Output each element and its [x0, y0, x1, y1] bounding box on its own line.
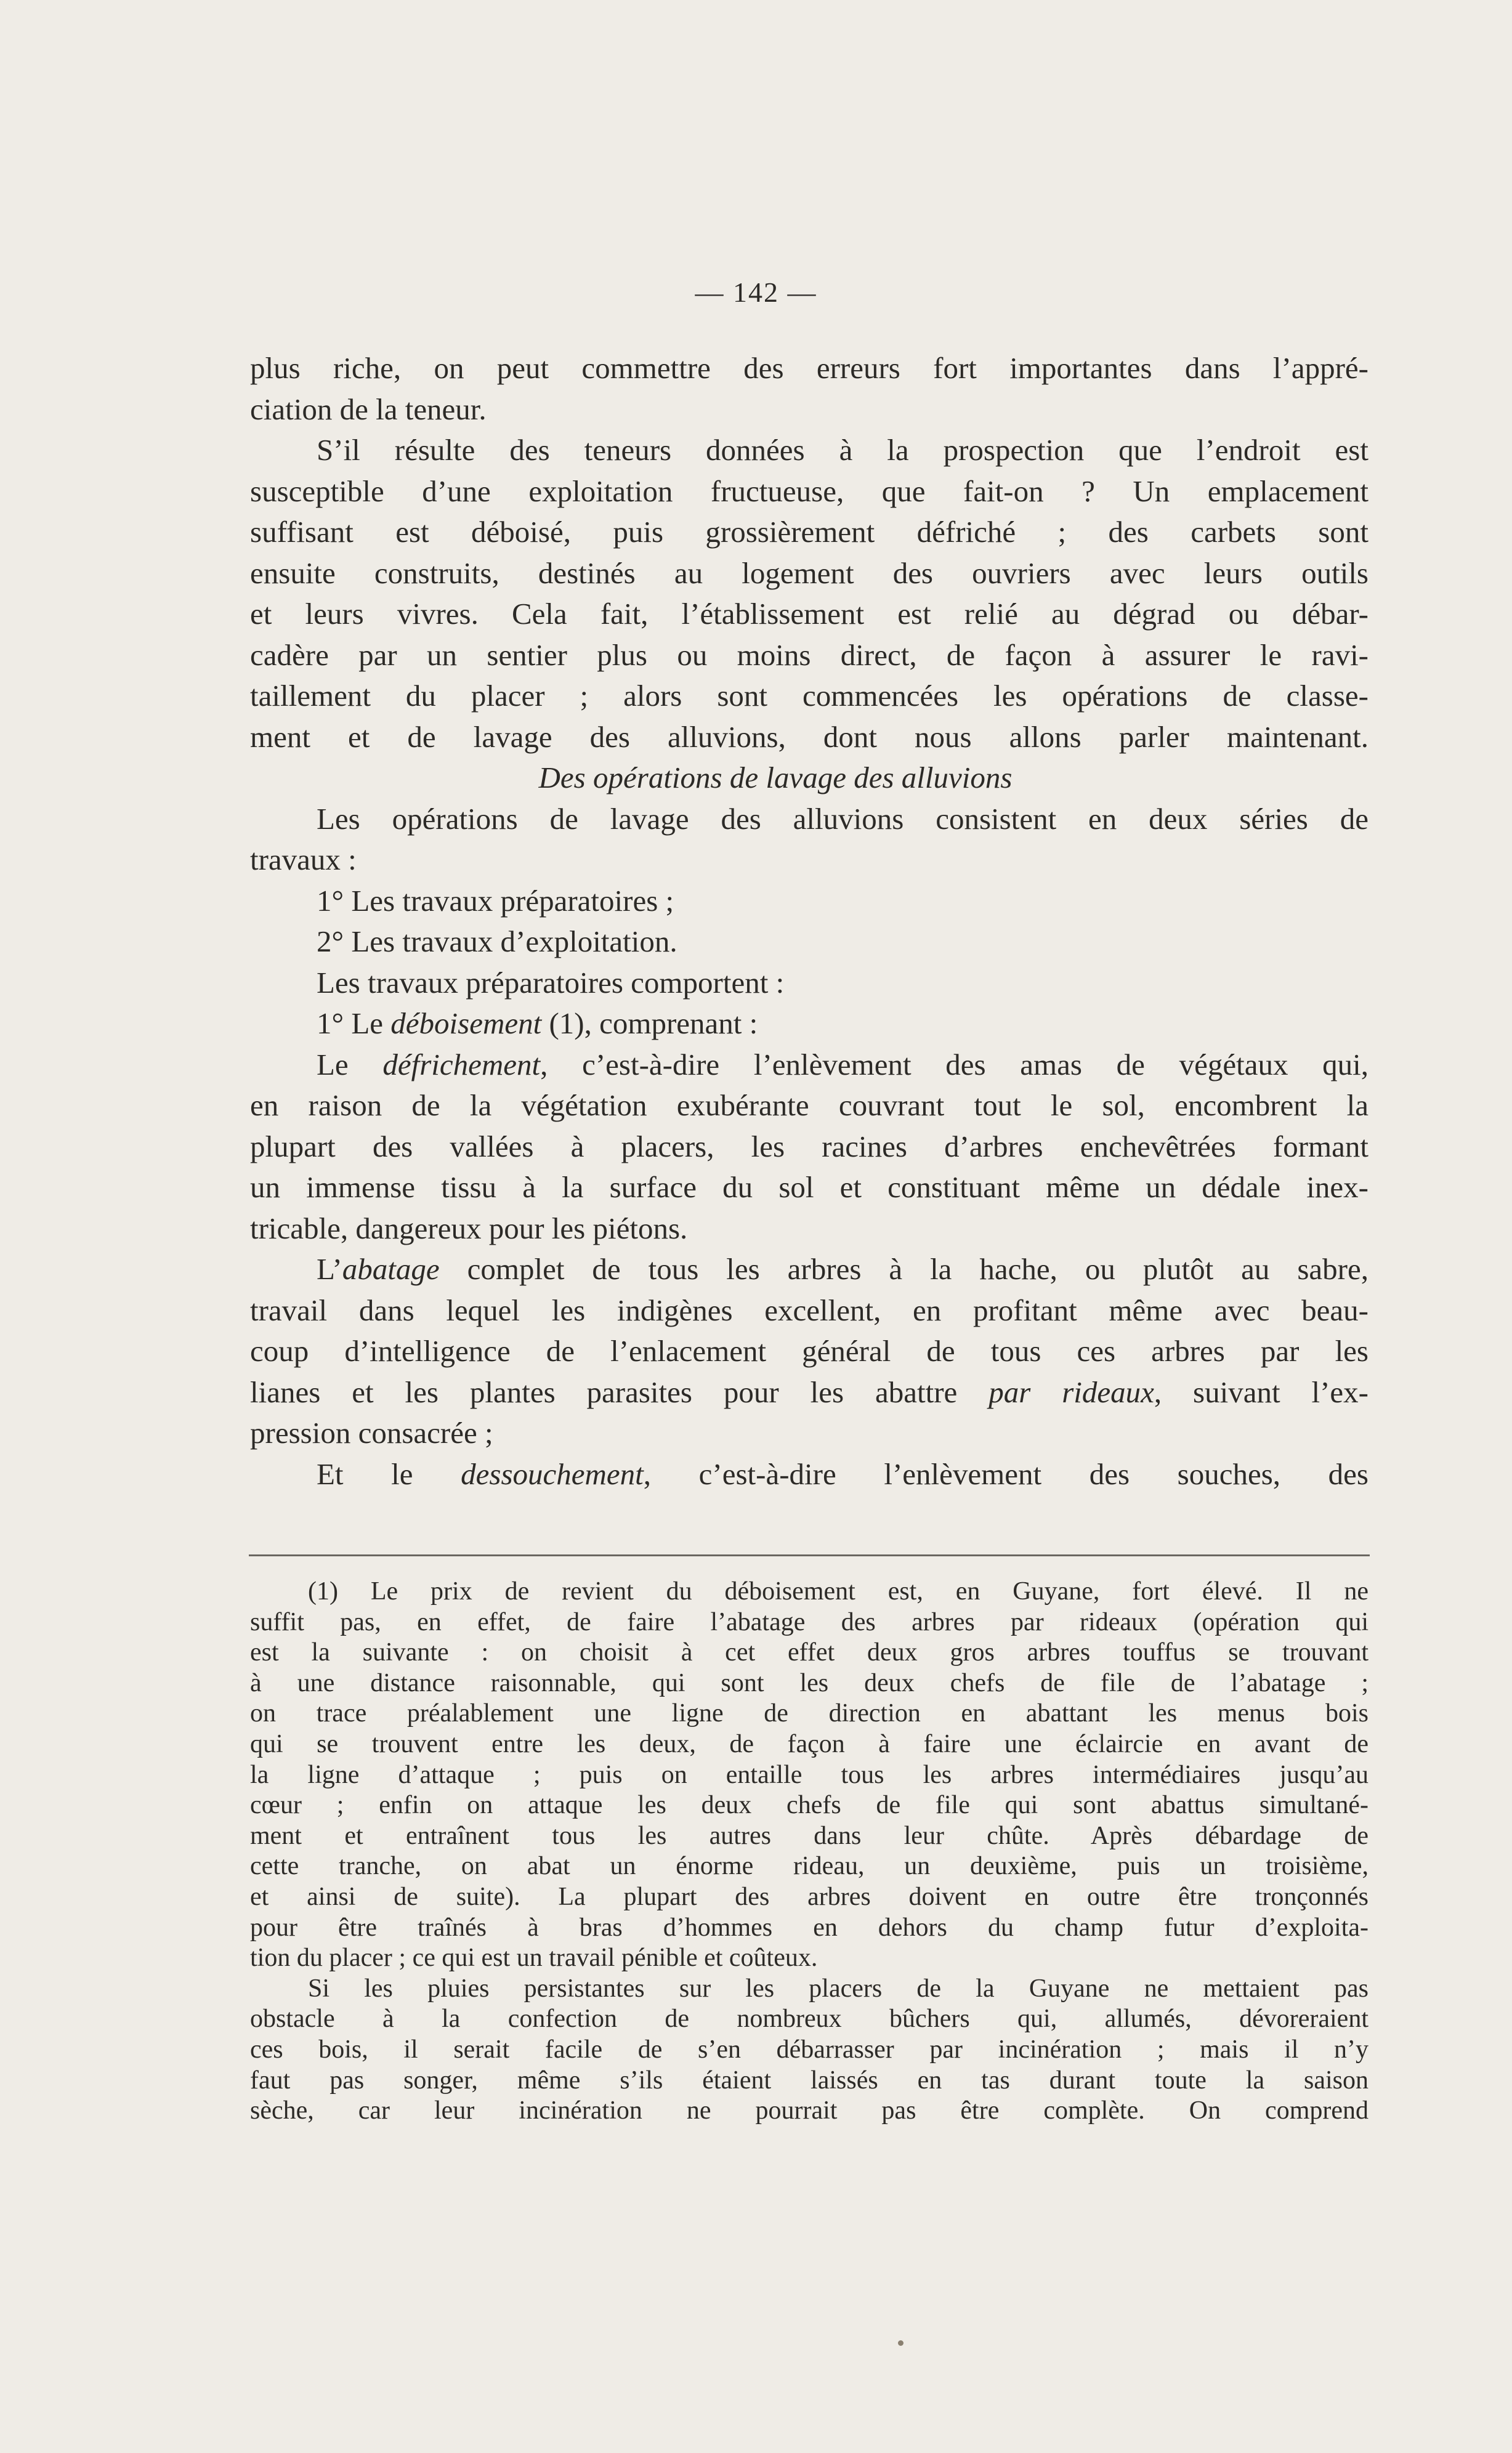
footnote-line: faut pas songer, même s’ils étaient laissés en tas durant toute la saison	[250, 2066, 1368, 2095]
text-run: , c’est-à-dire l’enlèvement des amas de végétaux qui,	[540, 1047, 1369, 1081]
footnote-text	[250, 1577, 1368, 2127]
italic-term: par rideaux	[988, 1375, 1154, 1409]
body-line: susceptible d’une exploitation fructueuse, que fait-on ? Un emplacement	[250, 474, 1368, 508]
footnote-line: suffit pas, en effet, de faire l’abatage des arbres par rideaux (opération qui	[250, 1607, 1368, 1636]
text-run: Le	[317, 1047, 383, 1081]
body-line: taillement du placer ; alors sont commencées les opérations de classe-	[250, 679, 1368, 713]
footnote-line: on trace préalablement une ligne de direction en abattant les menus bois	[250, 1699, 1368, 1728]
body-line: ment et de lavage des alluvions, dont nous allons parler maintenant.	[250, 719, 1368, 754]
italic-term: abatage	[342, 1252, 440, 1286]
body-line	[250, 1372, 1368, 1413]
footnote-line: tion du placer ; ce qui est un travail pénible et coûteux.	[250, 1944, 818, 1973]
footnote-line: pour être traînés à bras d’hommes en dehors du champ futur d’exploita-	[250, 1913, 1368, 1942]
page-number: — 142 —	[695, 277, 817, 308]
footnote-line: cette tranche, on abat un énorme rideau, un deuxième, puis un troisième,	[250, 1852, 1368, 1881]
footnote-line: est la suivante : on choisit à cet effet deux gros arbres touffus se trouvant	[250, 1638, 1368, 1667]
text-run: , suivant l’ex-	[1154, 1375, 1369, 1409]
body-line: travail dans lequel les indigènes excellent, en profitant même avec beau-	[250, 1293, 1368, 1327]
body-line: suffisant est déboisé, puis grossièrement défriché ; des carbets sont	[250, 515, 1368, 549]
text-run: complet de tous les arbres à la hache, ou plutôt au sabre,	[439, 1252, 1368, 1286]
italic-term: défrichement	[382, 1047, 541, 1081]
body-line	[250, 1003, 1368, 1045]
italic-term: dessouchement	[461, 1457, 644, 1491]
italic-term: déboisement	[390, 1006, 542, 1040]
body-line	[250, 1249, 1368, 1290]
footnote-line: sèche, car leur incinération ne pourrait pas être complète. On comprend	[250, 2096, 1368, 2125]
body-line: travaux :	[250, 843, 357, 876]
section-heading: Des opérations de lavage des alluvions	[538, 761, 1013, 794]
footnote-line: cœur ; enfin on attaque les deux chefs de file qui sont abattus simultané-	[250, 1791, 1368, 1820]
footnote-line: qui se trouvent entre les deux, de façon à faire une éclaircie en avant de	[250, 1729, 1368, 1758]
footnote-line: ces bois, il serait facile de s’en débarrasser par incinération ; mais il n’y	[250, 2035, 1368, 2064]
text-run: , c’est-à-dire l’enlèvement des souches, des	[643, 1457, 1368, 1491]
body-line: cadère par un sentier plus ou moins direct, de façon à assurer le ravi-	[250, 637, 1368, 672]
body-line: coup d’intelligence de l’enlacement général de tous ces arbres par les	[250, 1334, 1368, 1368]
body-line: en raison de la végétation exubérante couvrant tout le sol, encombrent la	[250, 1088, 1368, 1122]
footnote-line: (1) Le prix de revient du déboisement est, en Guyane, fort élevé. Il ne	[308, 1577, 1368, 1606]
text-run: lianes et les plantes parasites pour les abattre	[250, 1375, 989, 1409]
body-text	[250, 348, 1368, 1495]
footnote-line: à une distance raisonnable, qui sont les deux chefs de file de l’abatage ;	[250, 1668, 1368, 1697]
footnote-line: obstacle à la confection de nombreux bûchers qui, allumés, dévoreraient	[250, 2005, 1368, 2034]
body-line: ensuite construits, destinés au logement des ouvriers avec leurs outils	[250, 556, 1368, 590]
footnote-line: et ainsi de suite). La plupart des arbres doivent en outre être tronçonnés	[250, 1882, 1368, 1911]
body-line: un immense tissu à la surface du sol et constituant même un dédale inex-	[250, 1170, 1368, 1204]
body-line: plus riche, on peut commettre des erreurs fort importantes dans l’appré-	[250, 351, 1368, 385]
body-line: 2° Les travaux d’exploitation.	[317, 924, 677, 958]
text-run: (1), comprenant :	[541, 1006, 758, 1040]
text-run: L’	[317, 1252, 342, 1286]
body-line	[250, 1454, 1368, 1495]
body-line: Les opérations de lavage des alluvions consistent en deux séries de	[317, 801, 1368, 836]
body-line: 1° Les travaux préparatoires ;	[317, 883, 674, 918]
footnote-line: ment et entraînent tous les autres dans leur chûte. Après débardage de	[250, 1821, 1368, 1850]
text-run: Et le	[317, 1457, 461, 1491]
body-line: S’il résulte des teneurs données à la prospection que l’endroit est	[317, 433, 1368, 467]
body-line: pression consacrée ;	[250, 1416, 493, 1450]
text-run: 1° Le	[317, 1006, 391, 1040]
footnote-separator	[249, 1554, 1370, 1556]
body-line: Les travaux préparatoires comportent :	[317, 965, 785, 1000]
body-line	[250, 1045, 1368, 1086]
paper-speck	[898, 2340, 904, 2346]
body-line: et leurs vivres. Cela fait, l’établissement est relié au dégrad ou débar-	[250, 597, 1368, 631]
body-line: plupart des vallées à placers, les racines d’arbres enchevêtrées formant	[250, 1129, 1368, 1163]
body-line: ciation de la teneur.	[250, 392, 487, 426]
footnote-line: la ligne d’attaque ; puis on entaille tous les arbres intermédiaires jusqu’au	[250, 1760, 1368, 1789]
footnote-line: Si les pluies persistantes sur les placers de la Guyane ne mettaient pas	[308, 1974, 1368, 2003]
body-line: tricable, dangereux pour les piétons.	[250, 1211, 688, 1245]
